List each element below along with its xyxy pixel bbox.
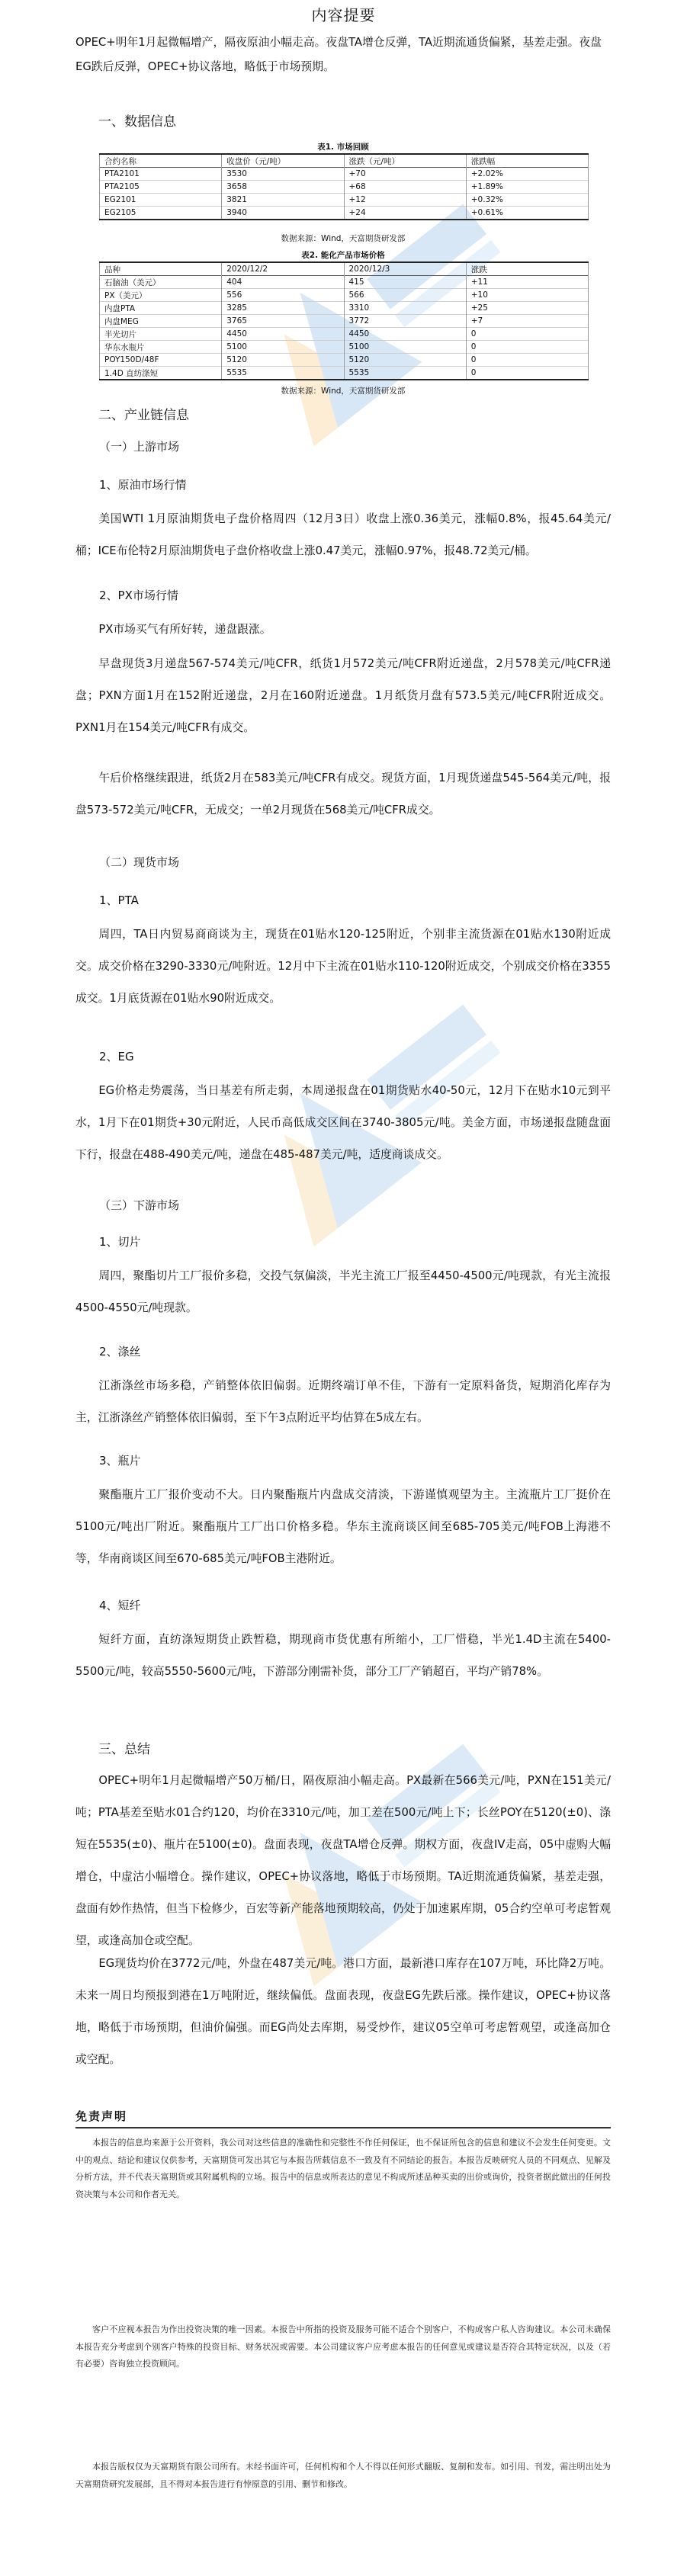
table-cell: 3772 bbox=[344, 315, 466, 328]
table-cell: +70 bbox=[344, 168, 466, 181]
table-header-cell: 涨跌幅 bbox=[466, 154, 588, 168]
table-cell: +7 bbox=[466, 315, 588, 328]
disclaimer-paragraph-2: 客户不应视本报告为作出投资决策的唯一因素。本报告中所指的投资及服务可能不适合个别客户，不构成客户私人咨询建议。本公司未确保本报告充分考虑到个别客户特殊的投资目标、财务状况或需要。本公司建议客户应考虑本报告的任何意见或建议是否符合其特定状况，以及（若有必要）咨询独立投资顾问。 bbox=[75, 2324, 611, 2369]
paragraph-bottle: 聚酯瓶片工厂报价变动不大。日内聚酯瓶片内盘成交清淡，下游谨慎观望为主。主流瓶片工厂挺价在5100元/吨出厂附近。聚酯瓶片工厂出口价格多稳。华东主流商谈区间至685-705美元/吨FOB上海港不等，华南商谈区间至670-685美元/吨FOB主港附近。 bbox=[75, 1488, 611, 1565]
table-cell: 3658 bbox=[222, 181, 344, 194]
table-header-cell: 涨跌 bbox=[466, 262, 588, 276]
table-cell: 1.4D 直纺涤短 bbox=[100, 367, 222, 380]
table-header-row bbox=[100, 262, 589, 276]
table-cell: 5120 bbox=[344, 354, 466, 367]
table-cell: 0 bbox=[466, 328, 588, 341]
sub-heading-spot: （二）现货市场 bbox=[99, 855, 180, 869]
table-cell: 0 bbox=[466, 354, 588, 367]
heading-px: 2、PX市场行情 bbox=[99, 589, 178, 602]
paragraph-px-2: 早盘现货3月递盘567-574美元/吨CFR，纸货1月572美元/吨CFR附近递盘，2月578美元/吨CFR递盘；PXN方面1月在152附近递盘，2月在160附近递盘。1月纸货月盘有573.5美元/吨CFR附近成交。PXN1月在154美元/吨CFR有成交。 bbox=[75, 657, 611, 734]
table-header-cell: 合约名称 bbox=[100, 154, 222, 168]
table-cell: 0 bbox=[466, 367, 588, 380]
table-header-row bbox=[100, 154, 589, 168]
sub-heading-downstream: （三）下游市场 bbox=[99, 1198, 180, 1212]
section-heading-industry: 二、产业链信息 bbox=[98, 408, 189, 423]
table-cell: +10 bbox=[466, 289, 588, 302]
table-cell: PX（美元） bbox=[100, 289, 222, 302]
table-row bbox=[100, 354, 589, 367]
table-row bbox=[100, 341, 589, 354]
table-cell: 404 bbox=[222, 276, 344, 289]
heading-pta: 1、PTA bbox=[99, 893, 139, 907]
paragraph-summary-2: EG现货均价在3772元/吨，外盘在487美元/吨。港口方面，最新港口库存在107万吨，环比降2万吨。未来一周日均预报到港在1万吨附近，继续偏低。盘面表现，夜盘EG先跌后涨。操作建议，OPEC+协议落地，略低于市场预期，但油价偏强。而EG尚处去库期，易受炒作，建议05空单可考虑暂观望，或逢高加仓或空配。 bbox=[75, 1957, 611, 2066]
disclaimer-divider bbox=[75, 2127, 611, 2128]
disclaimer-paragraph-1: 本报告的信息均来源于公开资料，我公司对这些信息的准确性和完整性不作任何保证，也不保证所包含的信息和建议不会发生任何变更。文中的观点、结论和建议仅供参考，天富期货可发出其它与本报告所载信息不一致及有不同结论的报告。本报告反映研究人员的不同观点、见解及分析方法，并不代表天富期货或其附属机构的立场。报告中的信息或所表达的意见不构成所述品种买卖的出价或询价，投资者据此做出的任何投资决策与本公司和作者无关。 bbox=[75, 2138, 611, 2199]
table-row bbox=[100, 302, 589, 315]
table-cell: +12 bbox=[344, 194, 466, 207]
sub-heading-upstream: （一）上游市场 bbox=[99, 440, 180, 454]
table-cell: 4450 bbox=[344, 328, 466, 341]
heading-chip: 1、切片 bbox=[99, 1235, 141, 1249]
table-cell: 3285 bbox=[222, 302, 344, 315]
table-cell: EG2101 bbox=[100, 194, 222, 207]
abstract-text: OPEC+明年1月起微幅增产，隔夜原油小幅走高。夜盘TA增仓反弹，TA近期流通货偏紧，基差走强。夜盘EG跌后反弹，OPEC+协议落地，略低于市场预期。 bbox=[75, 36, 602, 73]
table-row bbox=[100, 289, 589, 302]
table-row bbox=[100, 276, 589, 289]
paragraph-eg: EG价格走势震荡，当日基差有所走弱，本周递报盘在01期货贴水40-50元，12月下在贴水10元到平水，1月下在01期货+30元附近，人民币高低成交区间在3740-3805元/吨。美金方面，市场递报盘随盘面下行，报盘在488-490美元/吨，递盘在485-487美元/吨，适度商谈成交。 bbox=[75, 1084, 611, 1161]
table-cell: 566 bbox=[344, 289, 466, 302]
product-price-table bbox=[99, 261, 589, 380]
table-row bbox=[100, 181, 589, 194]
paragraph-px-3: 午后价格继续跟进，纸货2月在583美元/吨CFR有成交。现货方面，1月现货递盘545-564美元/吨，报盘573-572美元/吨CFR，无成交；一单2月现货在568美元/吨CFR成交。 bbox=[75, 772, 611, 816]
table-header-cell: 2020/12/3 bbox=[344, 262, 466, 276]
table-cell: 5535 bbox=[344, 367, 466, 380]
table-row bbox=[100, 315, 589, 328]
table-cell: +0.32% bbox=[466, 194, 588, 207]
table-cell: 半光切片 bbox=[100, 328, 222, 341]
table-row bbox=[100, 367, 589, 380]
table-cell: PTA2105 bbox=[100, 181, 222, 194]
table-row bbox=[100, 194, 589, 207]
table-cell: +2.02% bbox=[466, 168, 588, 181]
table-cell: +24 bbox=[344, 207, 466, 220]
table-cell: 3310 bbox=[344, 302, 466, 315]
page-title: 内容提要 bbox=[311, 6, 376, 24]
table-cell: +68 bbox=[344, 181, 466, 194]
section-heading-summary: 三、总结 bbox=[98, 1742, 150, 1757]
heading-yarn: 2、涤丝 bbox=[99, 1345, 141, 1359]
table1-source: 数据来源：Wind，天富期货研发部 bbox=[281, 234, 406, 243]
table-cell: 5100 bbox=[222, 341, 344, 354]
table-cell: 5120 bbox=[222, 354, 344, 367]
table-cell: 3765 bbox=[222, 315, 344, 328]
table-cell: +25 bbox=[466, 302, 588, 315]
table-cell: 5535 bbox=[222, 367, 344, 380]
paragraph-crude: 美国WTI 1月原油期货电子盘价格周四（12月3日）收盘上涨0.36美元，涨幅0.8%，报45.64美元/桶；ICE布伦特2月原油期货电子盘价格收盘上涨0.47美元，涨幅0.97%，报48.72美元/桶。 bbox=[75, 512, 611, 557]
section-heading-data: 一、数据信息 bbox=[98, 114, 176, 130]
disclaimer-paragraph-3: 本报告版权仅为天富期货有限公司所有。未经书面许可，任何机构和个人不得以任何形式翻版、复制和发布。如引用、刊发，需注明出处为天富期货研究发展部，且不得对本报告进行有悖原意的引用、删节和修改。 bbox=[75, 2462, 611, 2489]
heading-bottle: 3、瓶片 bbox=[99, 1454, 141, 1468]
table-cell: 内盘MEG bbox=[100, 315, 222, 328]
table-cell: 石脑油（美元） bbox=[100, 276, 222, 289]
paragraph-summary-1: OPEC+明年1月起微幅增产50万桶/日，隔夜原油小幅走高。PX最新在566美元/吨，PXN在151美元/吨；PTA基差至贴水01合约120，均价在3310元/吨，加工差在500元/吨上下；长丝POY在5120(±0)、涤短在5535(±0)、瓶片在5100(±0)。盘面表现，夜盘TA增仓反弹。期权方面，夜盘IV走高，05中虚购大幅增仓，中虚沽小幅增仓。操作建议，OPEC+协议落地，略低于市场预期。TA近期流通货偏紧，基差走强，盘面有妙作热情，但当下检修少，百宏等新产能落地预期较高，仍处于加速累库期，05合约空单可考虑暂观望，或逢高加仓或空配。 bbox=[75, 1774, 611, 1947]
table-cell: 内盘PTA bbox=[100, 302, 222, 315]
table-cell: 4450 bbox=[222, 328, 344, 341]
table-row bbox=[100, 168, 589, 181]
table-cell: +0.61% bbox=[466, 207, 588, 220]
table-cell: 415 bbox=[344, 276, 466, 289]
table-cell: 华东水瓶片 bbox=[100, 341, 222, 354]
table-cell: +1.89% bbox=[466, 181, 588, 194]
table-cell: 3530 bbox=[222, 168, 344, 181]
paragraph-pta: 周四，TA日内贸易商商谈为主，现货在01贴水120-125附近，个别非主流货源在01贴水130附近成交。成交价格在3290-3330元/吨附近。12月中下主流在01贴水110-120附近成交，个别成交价格在3355成交。1月底货源在01贴水90附近成交。 bbox=[75, 928, 611, 1005]
table-cell: 3940 bbox=[222, 207, 344, 220]
table-header-cell: 收盘价（元/吨） bbox=[222, 154, 344, 168]
table-cell: 5100 bbox=[344, 341, 466, 354]
table-cell: 556 bbox=[222, 289, 344, 302]
table-row bbox=[100, 207, 589, 220]
table-cell: 0 bbox=[466, 341, 588, 354]
heading-staple: 4、短纤 bbox=[99, 1599, 141, 1612]
table-row bbox=[100, 328, 589, 341]
table-cell: PTA2101 bbox=[100, 168, 222, 181]
paragraph-chip: 周四，聚酯切片工厂报价多稳，交投气氛偏淡，半光主流工厂报至4450-4500元/吨现款，有光主流报4500-4550元/吨现款。 bbox=[75, 1269, 611, 1314]
table-header-cell: 品种 bbox=[100, 262, 222, 276]
paragraph-staple: 短纤方面，直纺涤短期货止跌暂稳，期现商市货优惠有所缩小，工厂惜稳，半光1.4D主流在5400-5500元/吨，较高5550-5600元/吨，下游部分刚需补货，部分工厂产销超百，平均产销78%。 bbox=[75, 1633, 611, 1678]
table2-caption: 表2. 能化产品市场价格 bbox=[301, 251, 385, 260]
table-cell: 3821 bbox=[222, 194, 344, 207]
heading-crude: 1、原油市场行情 bbox=[99, 478, 187, 492]
table-cell: EG2105 bbox=[100, 207, 222, 220]
table2-source: 数据来源：Wind，天富期货研发部 bbox=[281, 387, 406, 396]
paragraph-yarn: 江浙涤丝市场多稳，产销整体依旧偏弱。近期终端订单不佳，下游有一定原料备货，短期消化库存为主，江浙涤丝产销整体依旧偏弱，至下午3点附近平均估算在5成左右。 bbox=[75, 1379, 611, 1424]
table-cell: POY150D/48F bbox=[100, 354, 222, 367]
heading-eg: 2、EG bbox=[99, 1050, 134, 1063]
disclaimer-title: 免责声明 bbox=[75, 2109, 128, 2123]
paragraph-px-1: PX市场买气有所好转，递盘跟涨。 bbox=[98, 623, 271, 636]
table-cell: +11 bbox=[466, 276, 588, 289]
table-header-cell: 涨跌（元/吨） bbox=[344, 154, 466, 168]
table-header-cell: 2020/12/2 bbox=[222, 262, 344, 276]
table1-caption: 表1. 市场回顾 bbox=[317, 143, 369, 152]
market-review-table bbox=[99, 153, 589, 220]
